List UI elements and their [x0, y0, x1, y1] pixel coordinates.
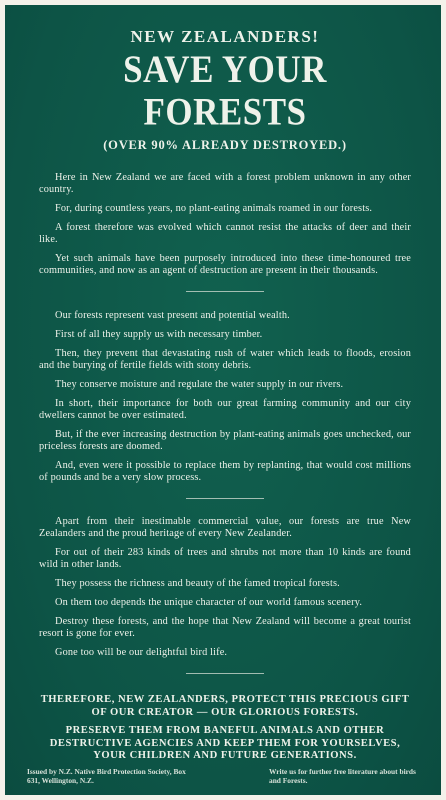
- paragraph: Apart from their inestimable commercial value, our forests are true New Zealanders and the proud heritage of every New Zealander.: [39, 516, 411, 539]
- closing-paragraph: PRESERVE THEM FROM BANEFUL ANIMALS AND OTHER DESTRUCTIVE AGENCIES AND KEEP THEM FOR YOURSELVES, YOUR CHILDREN AND FUTURE GENERATIONS.: [49, 725, 401, 761]
- paragraph: Here in New Zealand we are faced with a forest problem unknown in any other country.: [39, 172, 411, 195]
- poster-footer: [27, 767, 419, 785]
- poster-subtitle: (OVER 90% ALREADY DESTROYED.): [103, 138, 347, 152]
- paragraph: Then, they prevent that devastating rush of water which leads to floods, erosion and the burying of fertile fields with stony debris.: [39, 348, 411, 371]
- divider: [186, 291, 264, 292]
- paragraph: And, even were it possible to replace them by replanting, that would cost millions of pounds and be a very slow process.: [39, 460, 411, 483]
- divider: [186, 498, 264, 499]
- paragraph: In short, their importance for both our great farming community and our city dwellers cannot be over estimated.: [39, 398, 411, 421]
- closing-appeal: [39, 694, 411, 763]
- poster: [5, 5, 441, 795]
- divider: [186, 673, 264, 674]
- issuer-credit: Issued by N.Z. Native Bird Protection Society, Box 631, Wellington, N.Z.: [27, 767, 186, 785]
- paragraph: Gone too will be our delightful bird life.: [55, 647, 228, 658]
- paragraph: They conserve moisture and regulate the water supply in our rivers.: [55, 379, 344, 390]
- paragraph: But, if the ever increasing destruction by plant-eating animals goes unchecked, our priceless forests are doomed.: [39, 429, 411, 452]
- section-forest-wealth: [39, 310, 411, 484]
- paragraph: First of all they supply us with necessary timber.: [55, 329, 263, 340]
- section-forest-heritage: [39, 516, 411, 659]
- paragraph: For out of their 283 kinds of trees and shrubs not more than 10 kinds are found wild in other lands.: [39, 547, 411, 570]
- paragraph: For, during countless years, no plant-eating animals roamed in our forests.: [55, 203, 373, 214]
- paragraph: They possess the richness and beauty of the famed tropical forests.: [55, 578, 340, 589]
- closing-paragraph: THEREFORE, NEW ZEALANDERS, PROTECT THIS PRECIOUS GIFT OF OUR CREATOR — OUR GLORIOUS FORESTS.: [40, 694, 410, 718]
- paragraph: Destroy these forests, and the hope that New Zealand will become a great tourist resort is gone for ever.: [39, 616, 411, 639]
- poster-title: SAVE YOUR FORESTS: [123, 47, 327, 134]
- literature-offer: Write us for further free literature about birds and Forests.: [269, 767, 416, 785]
- paragraph: Our forests represent vast present and potential wealth.: [55, 310, 290, 321]
- kicker-heading: NEW ZEALANDERS!: [130, 27, 320, 46]
- paragraph: On them too depends the unique character of our world famous scenery.: [55, 597, 363, 608]
- poster-header: [39, 27, 411, 153]
- section-forest-problem: [39, 172, 411, 277]
- paragraph: A forest therefore was evolved which cannot resist the attacks of deer and their like.: [39, 222, 411, 245]
- paragraph: Yet such animals have been purposely introduced into these time-honoured tree communities, and now as an agent of destruction are present in their thousands.: [39, 253, 411, 276]
